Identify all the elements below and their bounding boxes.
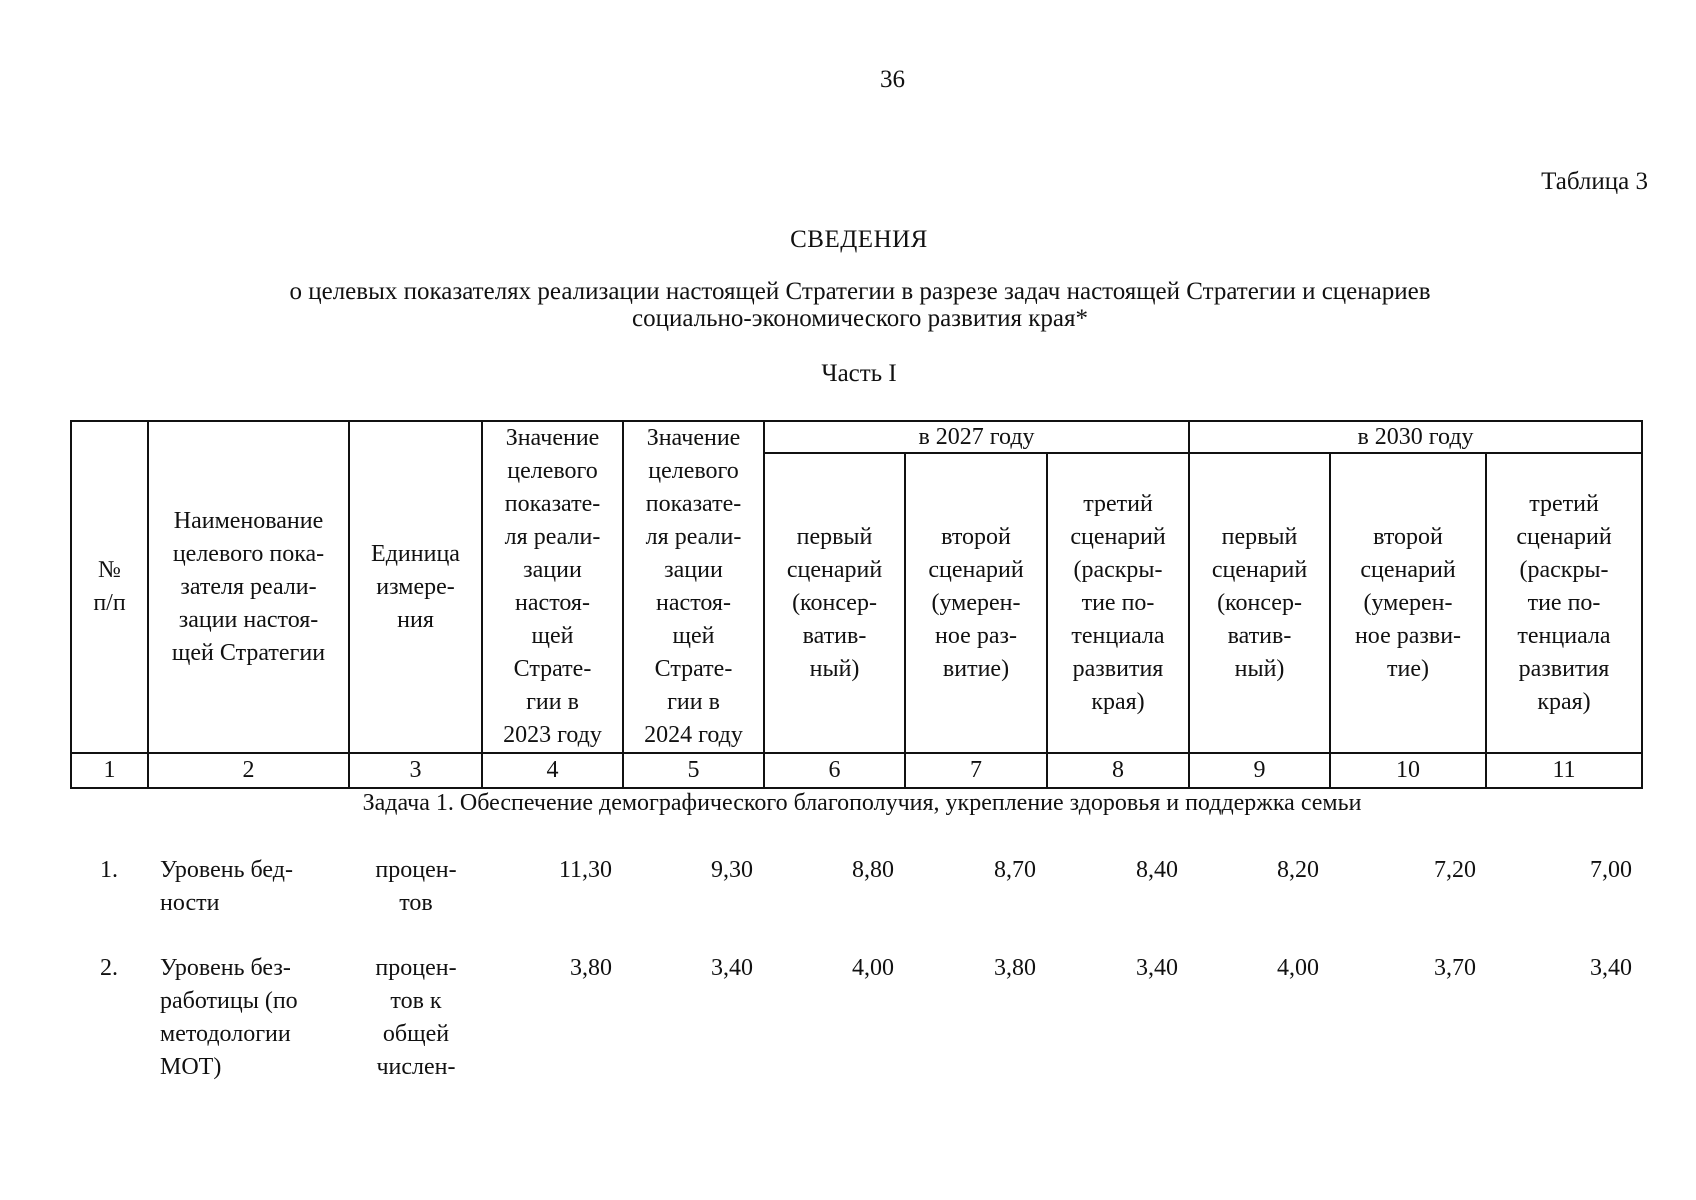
text-line: ватив- bbox=[802, 622, 867, 649]
text-line: целевого bbox=[507, 458, 598, 484]
text-line: (умерен- bbox=[1363, 589, 1453, 616]
text-line: № bbox=[98, 557, 121, 583]
column-number: 1 bbox=[71, 753, 148, 788]
header-2027-scenario-2 bbox=[905, 453, 1047, 753]
text-line: п/п bbox=[93, 590, 126, 616]
text-line: Единица bbox=[371, 540, 460, 567]
text-line: 2023 году bbox=[503, 722, 602, 748]
column-number: 2 bbox=[148, 753, 349, 788]
header-2030-scenario-3 bbox=[1486, 453, 1642, 753]
text-line: (консер- bbox=[792, 589, 877, 616]
value-2027-scenario-1: 8,80 bbox=[852, 857, 894, 883]
value-2027-scenario-2: 8,70 bbox=[994, 857, 1036, 883]
header-group-2030: в 2030 году bbox=[1189, 421, 1642, 453]
row-number: 1. bbox=[100, 857, 118, 883]
value-2027-scenario-3: 8,40 bbox=[1136, 857, 1178, 883]
subtitle-line-1: о целевых показателях реализации настоящей Стратегии в разрезе задач настоящей Стратегии и сценариев bbox=[289, 278, 1431, 305]
row-number: 2. bbox=[100, 955, 118, 981]
text-line: тов к bbox=[390, 988, 442, 1014]
text-line: Наименование bbox=[173, 507, 324, 534]
text-line: Уровень без- bbox=[160, 955, 291, 981]
column-number: 5 bbox=[623, 753, 764, 788]
text-line: развития bbox=[1518, 655, 1610, 682]
column-number: 10 bbox=[1330, 753, 1486, 788]
page-number: 36 bbox=[880, 66, 905, 93]
text-line: тие по- bbox=[1527, 589, 1601, 616]
column-number: 3 bbox=[349, 753, 482, 788]
text-line: сценарий bbox=[928, 556, 1024, 583]
column-number: 7 bbox=[905, 753, 1047, 788]
indicator-name bbox=[160, 854, 360, 920]
text-line: целевого пока- bbox=[172, 540, 325, 567]
text-line: второй bbox=[941, 523, 1011, 550]
text-line: Уровень бед- bbox=[160, 857, 293, 883]
text-line: ное разви- bbox=[1354, 622, 1462, 649]
value-2024: 9,30 bbox=[711, 857, 753, 883]
text-line: сценарий bbox=[786, 556, 883, 583]
text-line: показате- bbox=[504, 491, 601, 517]
text-line: настоя- bbox=[656, 590, 731, 616]
header-2027-scenario-1 bbox=[764, 453, 905, 753]
text-line: щей Стратегии bbox=[171, 639, 326, 666]
text-line: тенциала bbox=[1517, 622, 1611, 649]
column-number: 11 bbox=[1486, 753, 1642, 788]
text-line: Страте- bbox=[654, 656, 733, 682]
text-line: (раскры- bbox=[1073, 556, 1163, 583]
text-line: третий bbox=[1529, 490, 1599, 517]
text-line: края) bbox=[1091, 688, 1145, 715]
text-line: (раскры- bbox=[1519, 556, 1609, 583]
text-line: ля реали- bbox=[645, 524, 742, 550]
column-number: 9 bbox=[1189, 753, 1330, 788]
value-2030-scenario-2: 7,20 bbox=[1434, 857, 1476, 883]
column-number: 4 bbox=[482, 753, 623, 788]
indicators-table-header bbox=[70, 420, 1643, 789]
text-line: первый bbox=[796, 523, 873, 550]
header-2030-scenario-1 bbox=[1189, 453, 1330, 753]
header-2030-scenario-2 bbox=[1330, 453, 1486, 753]
text-line: тие по- bbox=[1081, 589, 1155, 616]
text-line: Значение bbox=[505, 425, 600, 451]
text-line: ности bbox=[160, 890, 220, 916]
column-number: 6 bbox=[764, 753, 905, 788]
text-line: развития bbox=[1072, 655, 1164, 682]
value-2027-scenario-2: 3,80 bbox=[994, 955, 1036, 981]
header-value-2023 bbox=[482, 421, 623, 753]
value-2023: 11,30 bbox=[558, 857, 612, 883]
text-line: гии в bbox=[667, 689, 720, 715]
value-2024: 3,40 bbox=[711, 955, 753, 981]
table-label: Таблица 3 bbox=[1541, 168, 1648, 195]
column-number: 8 bbox=[1047, 753, 1189, 788]
text-line: ное раз- bbox=[935, 622, 1017, 649]
text-line: процен- bbox=[375, 857, 457, 883]
text-line: ля реали- bbox=[504, 524, 601, 550]
text-line: щей bbox=[531, 623, 574, 649]
text-line: методологии bbox=[160, 1021, 291, 1047]
value-2027-scenario-3: 3,40 bbox=[1136, 955, 1178, 981]
text-line: щей bbox=[672, 623, 715, 649]
task-title: Задача 1. Обеспечение демографического благополучия, укрепление здоровья и поддержка семьи bbox=[362, 790, 1362, 816]
text-line: зации настоя- bbox=[178, 606, 319, 633]
text-line: первый bbox=[1221, 523, 1298, 550]
subtitle-line-2: социально-экономического развития края* bbox=[631, 305, 1089, 332]
text-line: (консер- bbox=[1217, 589, 1302, 616]
text-line: сценарий bbox=[1211, 556, 1308, 583]
text-line: общей bbox=[382, 1021, 450, 1047]
header-group-2027: в 2027 году bbox=[764, 421, 1189, 453]
text-line: сценарий bbox=[1070, 523, 1166, 550]
text-line: работицы (по bbox=[160, 988, 298, 1014]
text-line: третий bbox=[1083, 490, 1153, 517]
text-line: измере- bbox=[376, 573, 455, 600]
header-2027-scenario-3 bbox=[1047, 453, 1189, 753]
text-line: (умерен- bbox=[931, 589, 1021, 616]
value-2030-scenario-3: 3,40 bbox=[1590, 955, 1632, 981]
text-line: 2024 году bbox=[644, 722, 743, 748]
value-2023: 3,80 bbox=[570, 955, 612, 981]
text-line: ный) bbox=[809, 655, 860, 682]
indicator-unit bbox=[362, 854, 470, 920]
indicator-unit bbox=[362, 952, 470, 1084]
text-line: зации bbox=[523, 557, 582, 583]
text-line: показате- bbox=[645, 491, 742, 517]
text-line: МОТ) bbox=[160, 1054, 222, 1080]
text-line: Значение bbox=[646, 425, 741, 451]
text-line: Страте- bbox=[513, 656, 592, 682]
value-2030-scenario-3: 7,00 bbox=[1590, 857, 1632, 883]
indicator-name bbox=[160, 952, 360, 1084]
text-line: гии в bbox=[526, 689, 579, 715]
text-line: процен- bbox=[375, 955, 457, 981]
value-2030-scenario-2: 3,70 bbox=[1434, 955, 1476, 981]
header-num bbox=[71, 421, 148, 753]
text-line: зателя реали- bbox=[180, 573, 317, 600]
value-2027-scenario-1: 4,00 bbox=[852, 955, 894, 981]
text-line: второй bbox=[1373, 523, 1443, 550]
text-line: зации bbox=[664, 557, 723, 583]
text-line: целевого bbox=[648, 458, 739, 484]
header-unit bbox=[349, 421, 482, 753]
document-subtitle bbox=[180, 278, 1540, 332]
text-line: тие) bbox=[1387, 655, 1429, 682]
text-line: витие) bbox=[942, 655, 1010, 682]
value-2030-scenario-1: 4,00 bbox=[1277, 955, 1319, 981]
text-line: сценарий bbox=[1516, 523, 1612, 550]
text-line: тов bbox=[399, 890, 433, 916]
text-line: настоя- bbox=[515, 590, 590, 616]
text-line: тенциала bbox=[1071, 622, 1165, 649]
part-label: Часть I bbox=[821, 360, 897, 387]
header-indicator-name bbox=[148, 421, 349, 753]
text-line: сценарий bbox=[1360, 556, 1456, 583]
value-2030-scenario-1: 8,20 bbox=[1277, 857, 1319, 883]
document-title: СВЕДЕНИЯ bbox=[790, 226, 928, 253]
header-value-2024 bbox=[623, 421, 764, 753]
text-line: ния bbox=[397, 606, 434, 633]
text-line: края) bbox=[1537, 688, 1591, 715]
text-line: ватив- bbox=[1227, 622, 1292, 649]
text-line: ный) bbox=[1234, 655, 1285, 682]
text-line: числен- bbox=[376, 1054, 456, 1080]
